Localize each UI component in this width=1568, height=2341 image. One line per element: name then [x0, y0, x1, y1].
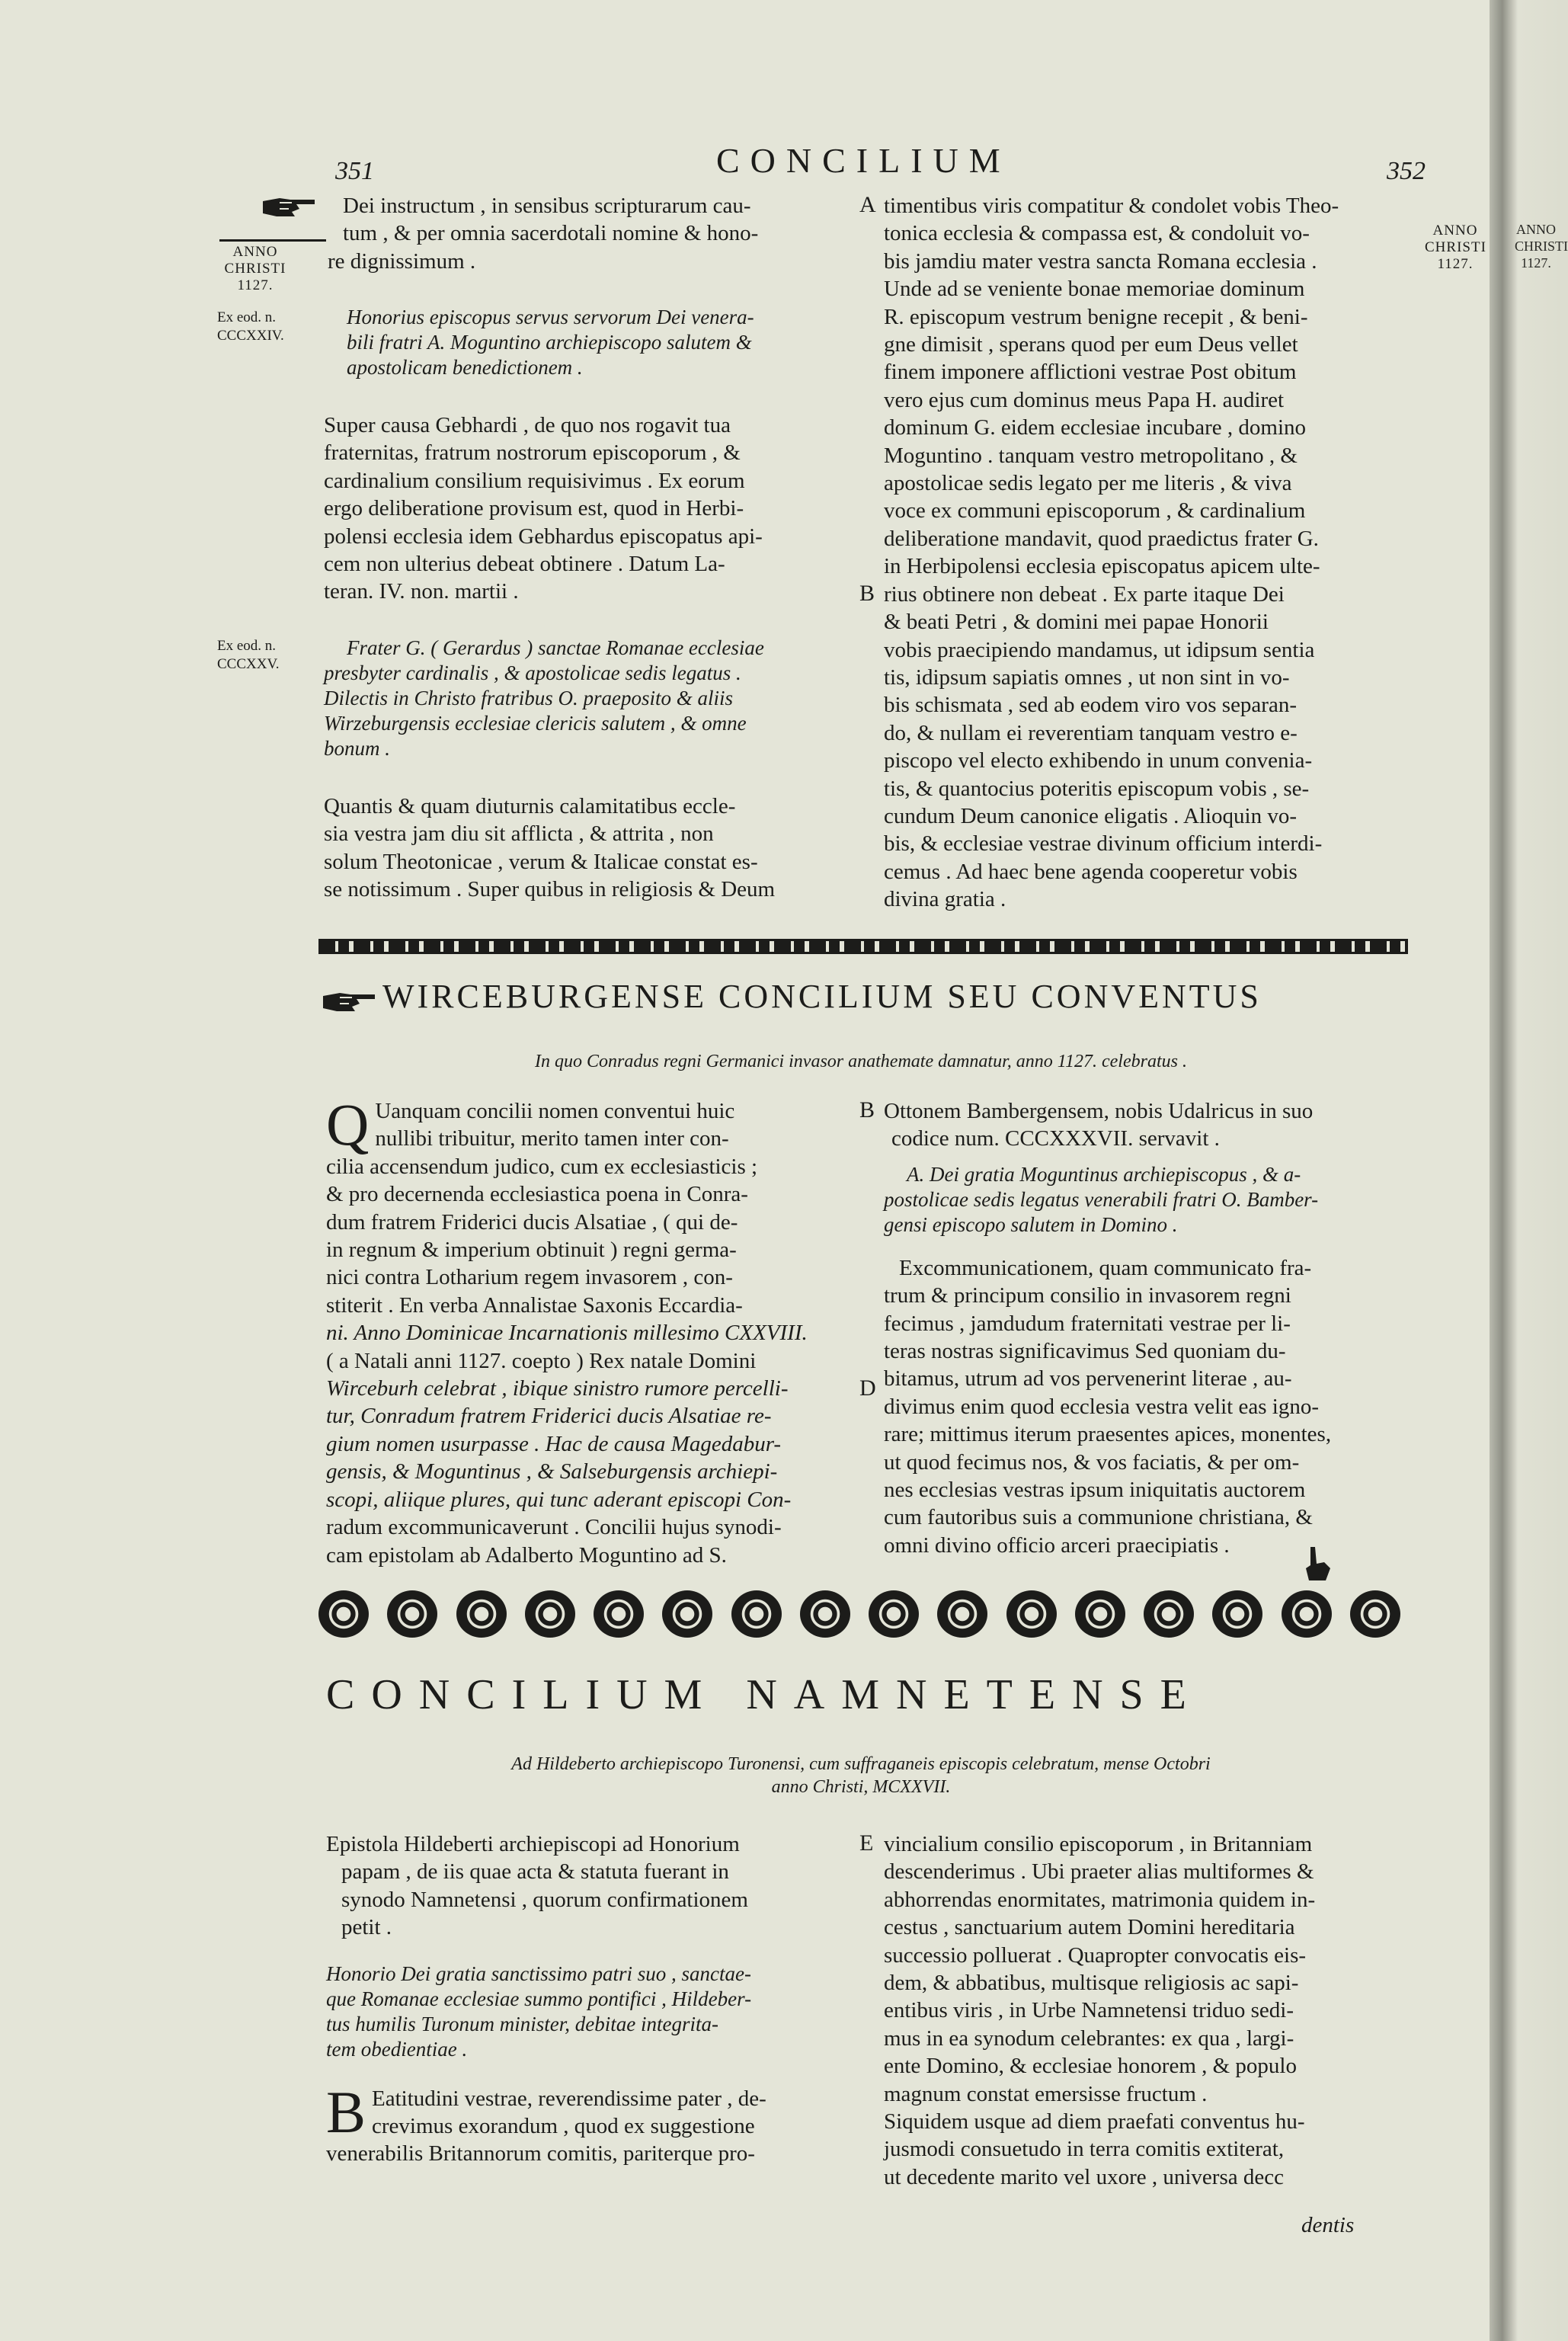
ornament [1144, 1590, 1194, 1638]
pointing-hand-icon [322, 988, 376, 1014]
ornament [937, 1590, 987, 1638]
ornament-band [318, 1587, 1400, 1641]
ornament [800, 1590, 850, 1638]
ornament [594, 1590, 644, 1638]
column-marker-b2: B [859, 1097, 875, 1122]
section2-salutation: Honorio Dei gratia sanctissimo patri suo , sanctae- que Romanae ecclesiae summo pontifici , Hildeber- tus humilis Turonum minister, debitae integrita- tem obedientiae . [326, 1962, 752, 2061]
section-subtitle-wirceburgense: In quo Conradus regni Germanici invasor anathemate damnatur, anno 1127. celebratus . [535, 1052, 1187, 1071]
ornament [1006, 1590, 1057, 1638]
ornament [318, 1590, 369, 1638]
letter1-salutation: Honorius episcopus servus servorum Dei venera- bili fratri A. Moguntino archiepiscopo salutem & apostolicam benedictionem . [347, 306, 754, 379]
ornament [1282, 1590, 1332, 1638]
ornament [525, 1590, 575, 1638]
source-note-2: Ex eod. n. CCCXXV. [217, 638, 280, 672]
column-marker-a: A [859, 192, 876, 217]
letter2-continuation: timentibus viris compatitur & condolet vobis Theo- tonica ecclesia & compassa est, & condoluit vo- bis jamdiu mater vestra sancta Romana ecclesia . Unde ad se veniente bonae memoriae dominum R. episcopum vestrum benigne recepit , & beni- gne dimisit , sperans quod per eum Deus vellet finem imponere afflictioni vestrae Post obitum vero ejus cum dominus meus Papa H. audiret dominum G. eidem ecclesiae incubare , domino Moguntino . tanquam vestro metropolitano , & apostolicae sedis legato per me literis , & viva voce ex communi episcoporum , & cardinalium deliberatione mandavit, quod praedictus frater G. in Herbipolensi ecclesia episcopatus apicem ulte- rius obtinere non debeat . Ex parte itaque Dei & beati Petri , & domini mei papae Honorii vobis praecipiendo mandamus, ut idipsum sentia tis, idipsum sapiatis omnes , ut non sint in vo- bis schismata , sed ab eodem viro vos separan- do, & nullam ei reverentiam tanquam vestro e- piscopo vel electo exhibendo in unum convenia- tis, & quantocius poteritis episcopum vobis , se- cundum Deum canonice eligatis . Alioquin vo- bis, & ecclesiae vestrae divinum officium interdi- cemus . Ad haec bene agenda cooperetur vobis divina gratia . [884, 194, 1339, 912]
anno-christi-right: ANNO CHRISTI 1127. [1425, 223, 1486, 272]
letter1-body: Super causa Gebhardi , de quo nos rogavit tua fraternitas, fratrum nostrorum episcoporum , & cardinalium consilium requisivimus . Ex eorum ergo deliberatione provisum est, quod in Herbi- polensi ecclesia idem Gebhardus episcopatus api- cem non ulterius debeat obtinere . Datum La- teran. IV. non. martii . [324, 413, 763, 604]
section1-left-column: Q Uanquam concilii nomen conventui huic nullibi tribuitur, merito tamen inter con- cilia accensendum judico, cum ex ecclesiasticis ; & pro decernenda ecclesiastica poena in Conra- dum fratrem Friderici ducis Alsatiae , ( qui de- in regnum & imperium obtinuit ) regni germa- nici contra Lotharium regem invasorem , con- stiterit . En verba Annalistae Saxonis Eccardia- ni. Anno Dominicae Incarnationis millesimo CXXVIII. ( a Natali anni 1127. coepto ) Rex natale Domini Wirceburh celebrat , ibique sinistro rumore percelli- tur, Conradum fratrem Friderici ducis Alsatiae re- gium nomen usurpasse . Hac de causa Magedabur- gensis, & Moguntinus , & Salseburgensis archiepi- scopi, aliique plures, qui tunc aderant episcopi Con- radum excommunicaverunt . Concilii hujus synodi- cam epistolam ab Adalberto Moguntino ad S. [326, 1091, 808, 1568]
section2-left-column: Epistola Hildeberti archiepiscopi ad Honorium papam , de iis quae acta & statuta fuerant in synodo Namnetensi , quorum confirmationem petit . Honorio Dei gratia sanctissimo patri suo , sanctae- que Romanae ecclesiae summo pontifici , Hildeber- tus humilis Turonum minister, debitae integrita- tem obedientiae . B Eatitudini vestrae, reverendissime pater , de- crevimus exorandum , quod ex suggestione venerabilis Britannorum comitis, pariterque pro- [326, 1830, 859, 2168]
page-number-right: 352 [1387, 157, 1426, 185]
section1-salutation: A. Dei gratia Moguntinus archiepiscopus , & a- postolicae sedis legatus venerabili fratri O. Bamber- gensi episcopo salutem in Domino . [884, 1162, 1319, 1236]
section-title-wirceburgense: WIRCEBURGENSE CONCILIUM SEU CONVENTUS [382, 978, 1262, 1015]
section-title-namnetense: CONCILIUM NAMNETENSE [326, 1671, 1203, 1718]
column-marker-d: D [859, 1375, 876, 1401]
book-gutter [1490, 0, 1568, 2341]
running-title: CONCILIUM [716, 141, 1011, 180]
section-subtitle-namnetense: Ad Hildeberto archiepiscopo Turonensi, cum suffraganeis episcopis celebratum, mense Octobri anno Christi, MCXXVII. [511, 1754, 1211, 1797]
ornament [1075, 1590, 1125, 1638]
pointing-hand-icon [1303, 1545, 1333, 1582]
ornament [731, 1590, 782, 1638]
margin-rule [219, 239, 326, 242]
section1-right-body: Excommunicationem, quam communicato fra- trum & principum consilio in invasorem regni fecimus , jamdudum fraternitati vestrae per li- teras nostras significavimus Sed quoniam du- bitamus, utrum ad vos pervenerint literae , au- divimus enim quod ecclesia vestra velit eas igno- rare; mittimus iterum praesentes apices, monentes, ut quod fecimus nos, & vos faciatis, & per om- nes ecclesias vestras ipsum iniquitatis auctorem cum fautoribus suis a communione christiana, & omni divino officio arceri praecipiatis . [884, 1255, 1332, 1558]
ornament [1212, 1590, 1262, 1638]
letter2-body: Quantis & quam diuturnis calamitatibus eccle- sia vestra jam diu sit afflicta , & attrita , non solum Theotonicae , verum & Italicae constat es- se notissimum . Super quibus in religiosis & Deum [324, 794, 776, 902]
column-marker-e: E [859, 1830, 874, 1856]
section2-right-column: vincialium consilio episcoporum , in Britanniam descenderimus . Ubi praeter alias multiformes & abhorrendas enormitates, matrimonia quidem in- cestus , sanctuarium autem Domini hereditaria successio polluerat . Quapropter convocatis eis- dem, & abbatibus, multisque religiosis ac sapi- entibus viris , in Urbe Namnetensi triduo sedi- mus in ea synodum celebrantes: ex qua , largi- ente Domino, & ecclesiae honorem , & populo magnum constat emersisse fructum . Siquidem usque ad diem praefati conventus hu- jusmodi consuetudo in terra comitis extiterat, ut decedente marito vel uxore , universa decc [884, 1832, 1316, 2189]
section1-right-column: Ottonem Bambergensem, nobis Udalricus in suo codice num. CCCXXXVII. servavit . A. Dei gratia Moguntinus archiepiscopus , & a- postolicae sedis legatus venerabili fratri O. Bamber- gensi episcopo salutem in Domino . Excommunicationem, quam communicato fra- trum & principum consilio in invasorem regni fecimus , jamdudum fraternitati vestrae per li- teras nostras significavimus Sed quoniam du- bitamus, utrum ad vos pervenerint literae , au- divimus enim quod ecclesia vestra velit eas igno- rare; mittimus iterum praesentes apices, monentes, ut quod fecimus nos, & vos faciatis, & per om- nes ecclesias vestras ipsum iniquitatis auctorem cum fautoribus suis a communione christiana, & omni divino officio arceri praecipiatis . [884, 1097, 1417, 1559]
section2-left-body: B Eatitudini vestrae, reverendissime pater , de- crevimus exorandum , quod ex suggestione venerabilis Britannorum comitis, pariterque pro- [326, 2078, 766, 2166]
dropcap-b: B [326, 2078, 366, 2145]
next-page-edge-note: ANNO CHRISTI 1127. [1515, 222, 1568, 271]
ornamental-rule [318, 939, 1408, 954]
ornament [662, 1590, 712, 1638]
letter1-opening: Dei instructum , in sensibus scripturarum cau- tum , & per omnia sacerdotali nomine & hono- re dignissimum . [328, 194, 759, 274]
pointing-hand-icon [261, 194, 316, 219]
ornament [1350, 1590, 1400, 1638]
letter2-salutation: Frater G. ( Gerardus ) sanctae Romanae ecclesiae presbyter cardinalis , & apostolicae sedis legatus . Dilectis in Christo fratribus O. praeposito & aliis Wirzeburgensis ecclesiae clericis salutem , & omne bonum . [324, 636, 764, 760]
ornament [456, 1590, 507, 1638]
dropcap-q: Q [326, 1091, 370, 1158]
page-number-left: 351 [335, 157, 374, 185]
source-note-1: Ex eod. n. CCCXXIV. [217, 309, 284, 344]
anno-christi-left: ANNO CHRISTI 1127. [224, 244, 286, 293]
catchword: dentis [1301, 2213, 1355, 2237]
ornament [387, 1590, 437, 1638]
column-marker-b: B [859, 581, 875, 606]
ornament [869, 1590, 919, 1638]
